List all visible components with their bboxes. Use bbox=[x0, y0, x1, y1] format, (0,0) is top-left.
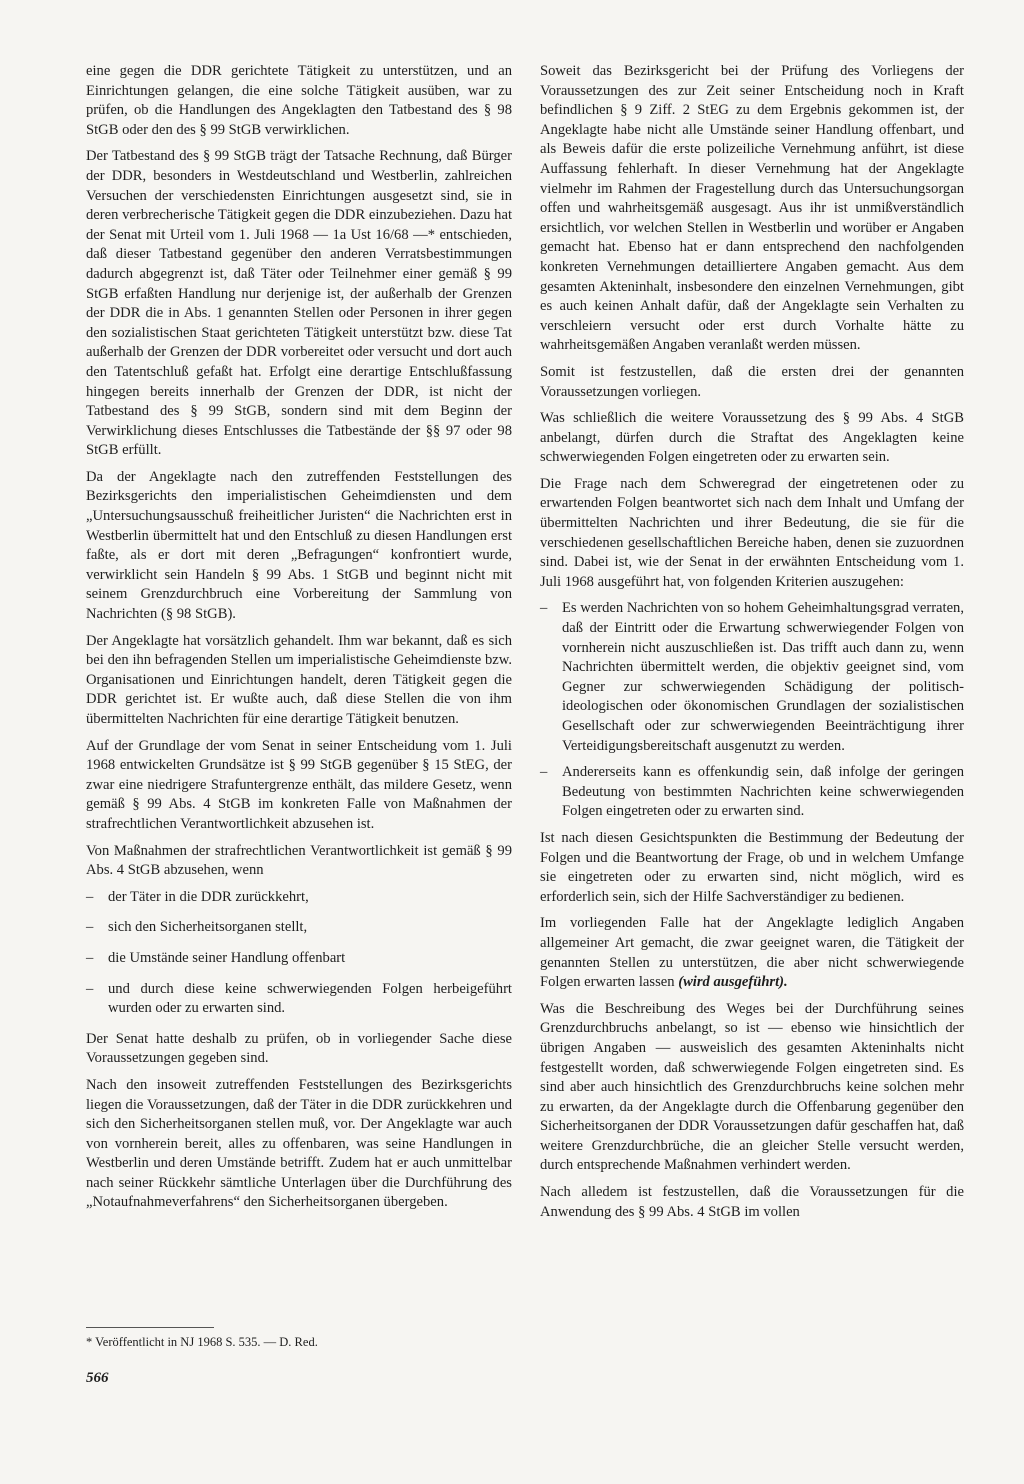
paragraph: Ist nach diesen Gesichtspunkten die Bestimmung der Bedeutung der Folgen und die Beantwortung der Frage, ob und in welchem Umfange sie eingetreten oder zu erwarten sind, nicht möglich, wird es erforderlich sein, sich der Hilfe Sachverständiger zu bedienen. bbox=[540, 829, 964, 905]
paragraph bbox=[540, 914, 964, 992]
footnote-divider bbox=[86, 1327, 214, 1328]
paragraph: Da der Angeklagte nach den zutreffenden Feststellungen des Bezirksgerichts den imperialistischen Geheimdiensten und dem „Untersuchungsausschuß freiheitlicher Juristen“ die Nachrichten erst in Westberlin übermittelt hat und den Entschluß zu diesen Handlungen erst faßte, als er dort mit deren „Befragungen“ konfrontiert wurde, verwirklicht sein Handeln § 99 Abs. 1 StGB und beginnt nicht mit seinem Grenzdurchbruch eine Vorbereitung der Sammlung von Nachrichten (§ 98 StGB). bbox=[86, 468, 512, 623]
paragraph: Nach alledem ist festzustellen, daß die Voraussetzungen für die Anwendung des § 99 Abs. 4 StGB im vollen bbox=[540, 1184, 964, 1220]
paragraph: Was die Beschreibung des Weges bei der Durchführung seines Grenzdurchbruchs anbelangt, so ist — ebenso wie hinsichtlich der übrigen Angaben — ausweislich des gesamten Akteninhalts nicht festgestellt worden, daß schwerwiegende Folgen eingetreten sind. Es sind aber auch hinsichtlich des Grenzdurchbruchs keine solchen mehr zu erwarten, da der Angeklagte durch die Offenbarung gegenüber den Sicherheitsorganen der DDR Voraussetzungen dafür geschaffen hat, daß weitere Grenzdurchbrüche, die an gleicher Stelle versucht werden, durch entsprechende Maßnahmen verhindert werden. bbox=[540, 1000, 964, 1174]
page-number: 566 bbox=[86, 1370, 109, 1386]
criteria-list bbox=[540, 599, 964, 822]
paragraph: Der Senat hatte deshalb zu prüfen, ob in vorliegender Sache diese Voraussetzungen gegeben sind. bbox=[86, 1030, 512, 1067]
list-item: – sich den Sicherheitsorganen stellt, bbox=[86, 918, 512, 938]
paragraph: Nach den insoweit zutreffenden Feststellungen des Bezirksgerichts liegen die Voraussetzungen, daß der Täter in die DDR zurückkehren und sich den Sicherheitsorganen stellen muß, vor. Der Angeklagte war auch von vornherein bereit, alles zu offenbaren, was seine Handlungen in Westberlin und deren Umstände betrifft. Zudem hat er auch unmittelbar nach seiner Rückkehr sämtliche Unterlagen über die Durchführung des „Notaufnahmeverfahrens“ den Sicherheitsorganen übergeben. bbox=[86, 1076, 512, 1211]
omission-note: (wird ausgeführt). bbox=[678, 974, 788, 991]
left-column bbox=[86, 62, 512, 1220]
right-column bbox=[540, 62, 964, 1229]
paragraph: Soweit das Bezirksgericht bei der Prüfung des Vorliegens der Voraussetzungen des zur Zeit seiner Entscheidung noch in Kraft befindlichen § 9 Ziff. 2 StEG zu dem Ergebnis gekommen ist, der Angeklagte habe nicht alle Umstände seiner Handlung offenbart, und als Beweis dafür die erste polizeiliche Vernehmung anführt, ist diese Auffassung fehlerhaft. In dieser Vernehmung hat der Angeklagte vielmehr im Rahmen der Fragestellung durch das Untersuchungsorgan offen und wahrheitsgemäß ausgesagt. Aus ihr ist unmißverständlich ersichtlich, vor welchen Stellen in Westberlin und worüber er Angaben gemacht hat. Ebenso hat er dann entsprechend den nachfolgenden konkreten Vernehmungen detailliertere Angaben gemacht. Aus dem gesamten Akteninhalt, insbesondere den einzelnen Vernehmungen, gibt es auch keinen Anhalt dafür, daß der Angeklagte sein Verhalten zu verschleiern versucht oder erst durch Vorhalte hätte zu wahrheitsgemäßen Angaben veranlaßt werden müssen. bbox=[540, 63, 964, 354]
list-item: – und durch diese keine schwerwiegenden Folgen herbeigeführt wurden oder zu erwarten sind. bbox=[86, 980, 512, 1019]
paragraph: Von Maßnahmen der strafrechtlichen Verantwortlichkeit ist gemäß § 99 Abs. 4 StGB abzusehen, wenn bbox=[86, 842, 512, 879]
paragraph: Auf der Grundlage der vom Senat in seiner Entscheidung vom 1. Juli 1968 entwickelten Grundsätze ist § 99 StGB gegenüber § 15 StEG, der zwar eine niedrigere Strafuntergrenze enthält, das mildere Gesetz, wenn gemäß § 99 Abs. 4 StGB im konkreten Falle von Maßnahmen der strafrechtlichen Verantwortlichkeit abzusehen ist. bbox=[86, 737, 512, 832]
list-item: – Andererseits kann es offenkundig sein, daß infolge der geringen Bedeutung von bestimmten Nachrichten keine schwerwiegenden Folgen eingetreten oder zu erwarten sind. bbox=[540, 763, 964, 822]
footnote: * Veröffentlicht in NJ 1968 S. 535. — D. Red. bbox=[86, 1335, 318, 1349]
conditions-list bbox=[86, 888, 512, 1019]
list-item: – die Umstände seiner Handlung offenbart bbox=[86, 949, 512, 969]
paragraph: Die Frage nach dem Schweregrad der eingetretenen oder zu erwartenden Folgen beantwortet sich nach dem Inhalt und Umfang der übermittelten Nachrichten und ihrer Bedeutung, die sie für die verschiedenen gesellschaftlichen Bereiche haben, denen sie zuzuordnen sind. Dabei ist, wie der Senat in der erwähnten Entscheidung vom 1. Juli 1968 ausgeführt hat, von folgenden Kriterien auszugehen: bbox=[540, 475, 964, 590]
paragraph: Der Angeklagte hat vorsätzlich gehandelt. Ihm war bekannt, daß es sich bei den ihn befragenden Stellen um imperialistische Geheimdienste bzw. Organisationen und Einrichtungen handelt, deren Tätigkeit gegen die DDR gerichtet ist. Er wußte auch, daß diese Stellen die von ihm übermittelten Nachrichten für eine derartige Tätigkeit benutzen. bbox=[86, 632, 512, 727]
list-item: – der Täter in die DDR zurückkehrt, bbox=[86, 888, 512, 908]
paragraph: eine gegen die DDR gerichtete Tätigkeit zu unterstützen, und an Einrichtungen gelangen, die eine solche Tätigkeit ausüben, war zu prüfen, ob die Handlungen des Angeklagten den Tatbestand des § 98 StGB oder den des § 99 StGB verwirklichen. bbox=[86, 63, 512, 138]
paragraph: Der Tatbestand des § 99 StGB trägt der Tatsache Rechnung, daß Bürger der DDR, besonders in Westdeutschland und Westberlin, zahlreichen Versuchen der verschiedensten Einrichtungen ausgesetzt sind, sie in deren verbrecherische Tätigkeit gegen die DDR einzubeziehen. Dazu hat der Senat mit Urteil vom 1. Juli 1968 — 1a Ust 16/68 —* entschieden, daß dieser Tatbestand gegenüber den anderen Verratsbestimmungen dadurch abgegrenzt ist, daß Täter oder Teilnehmer einer gemäß § 99 StGB erfaßten Handlung nur derjenige ist, der außerhalb der Grenzen der DDR die in Abs. 1 genannten Stellen oder Personen in ihrer gegen den sozialistischen Staat gerichteten Tätigkeit unterstützt bzw. diese Tat außerhalb der Grenzen der DDR vorbereitet oder versucht und dort auch den Tatentschluß gefaßt hat. Erfolgt eine derartige Entschlußfassung hingegen bereits innerhalb der Grenzen der DDR, ist nicht der Tatbestand des § 99 StGB, sondern sind mit dem Beginn der Verwirklichung dieses Entschlusses die Tatbestände der §§ 97 oder 98 StGB erfüllt. bbox=[86, 148, 512, 459]
paragraph: Was schließlich die weitere Voraussetzung des § 99 Abs. 4 StGB anbelangt, dürfen durch die Straftat des Angeklagten keine schwerwiegenden Folgen eingetreten oder zu erwarten sein. bbox=[540, 410, 964, 466]
list-item: – Es werden Nachrichten von so hohem Geheimhaltungsgrad verraten, daß der Eintritt oder die Erwartung schwerwiegender Folgen von vornherein nicht auszuschließen ist. Das trifft auch dann zu, wenn Nachrichten übermittelt werden, die objektiv geeignet sind, vom Gegner zur schwerwiegenden Schädigung der politisch-ideologischen oder ökonomischen Grundlagen der sozialistischen Gesellschaft oder zur schwerwiegenden Beeinträchtigung ihrer Verteidigungsbereitschaft ausgenutzt zu werden. bbox=[540, 599, 964, 756]
paragraph-text: Im vorliegenden Falle hat der Angeklagte lediglich Angaben allgemeiner Art gemacht, die zwar geeignet waren, die Tätigkeit der genannten Stellen zu unterstützen, die aber nicht schwerwiegende Folgen erwarten lassen bbox=[540, 915, 964, 991]
paragraph: Somit ist festzustellen, daß die ersten drei der genannten Voraussetzungen vorliegen. bbox=[540, 363, 964, 400]
